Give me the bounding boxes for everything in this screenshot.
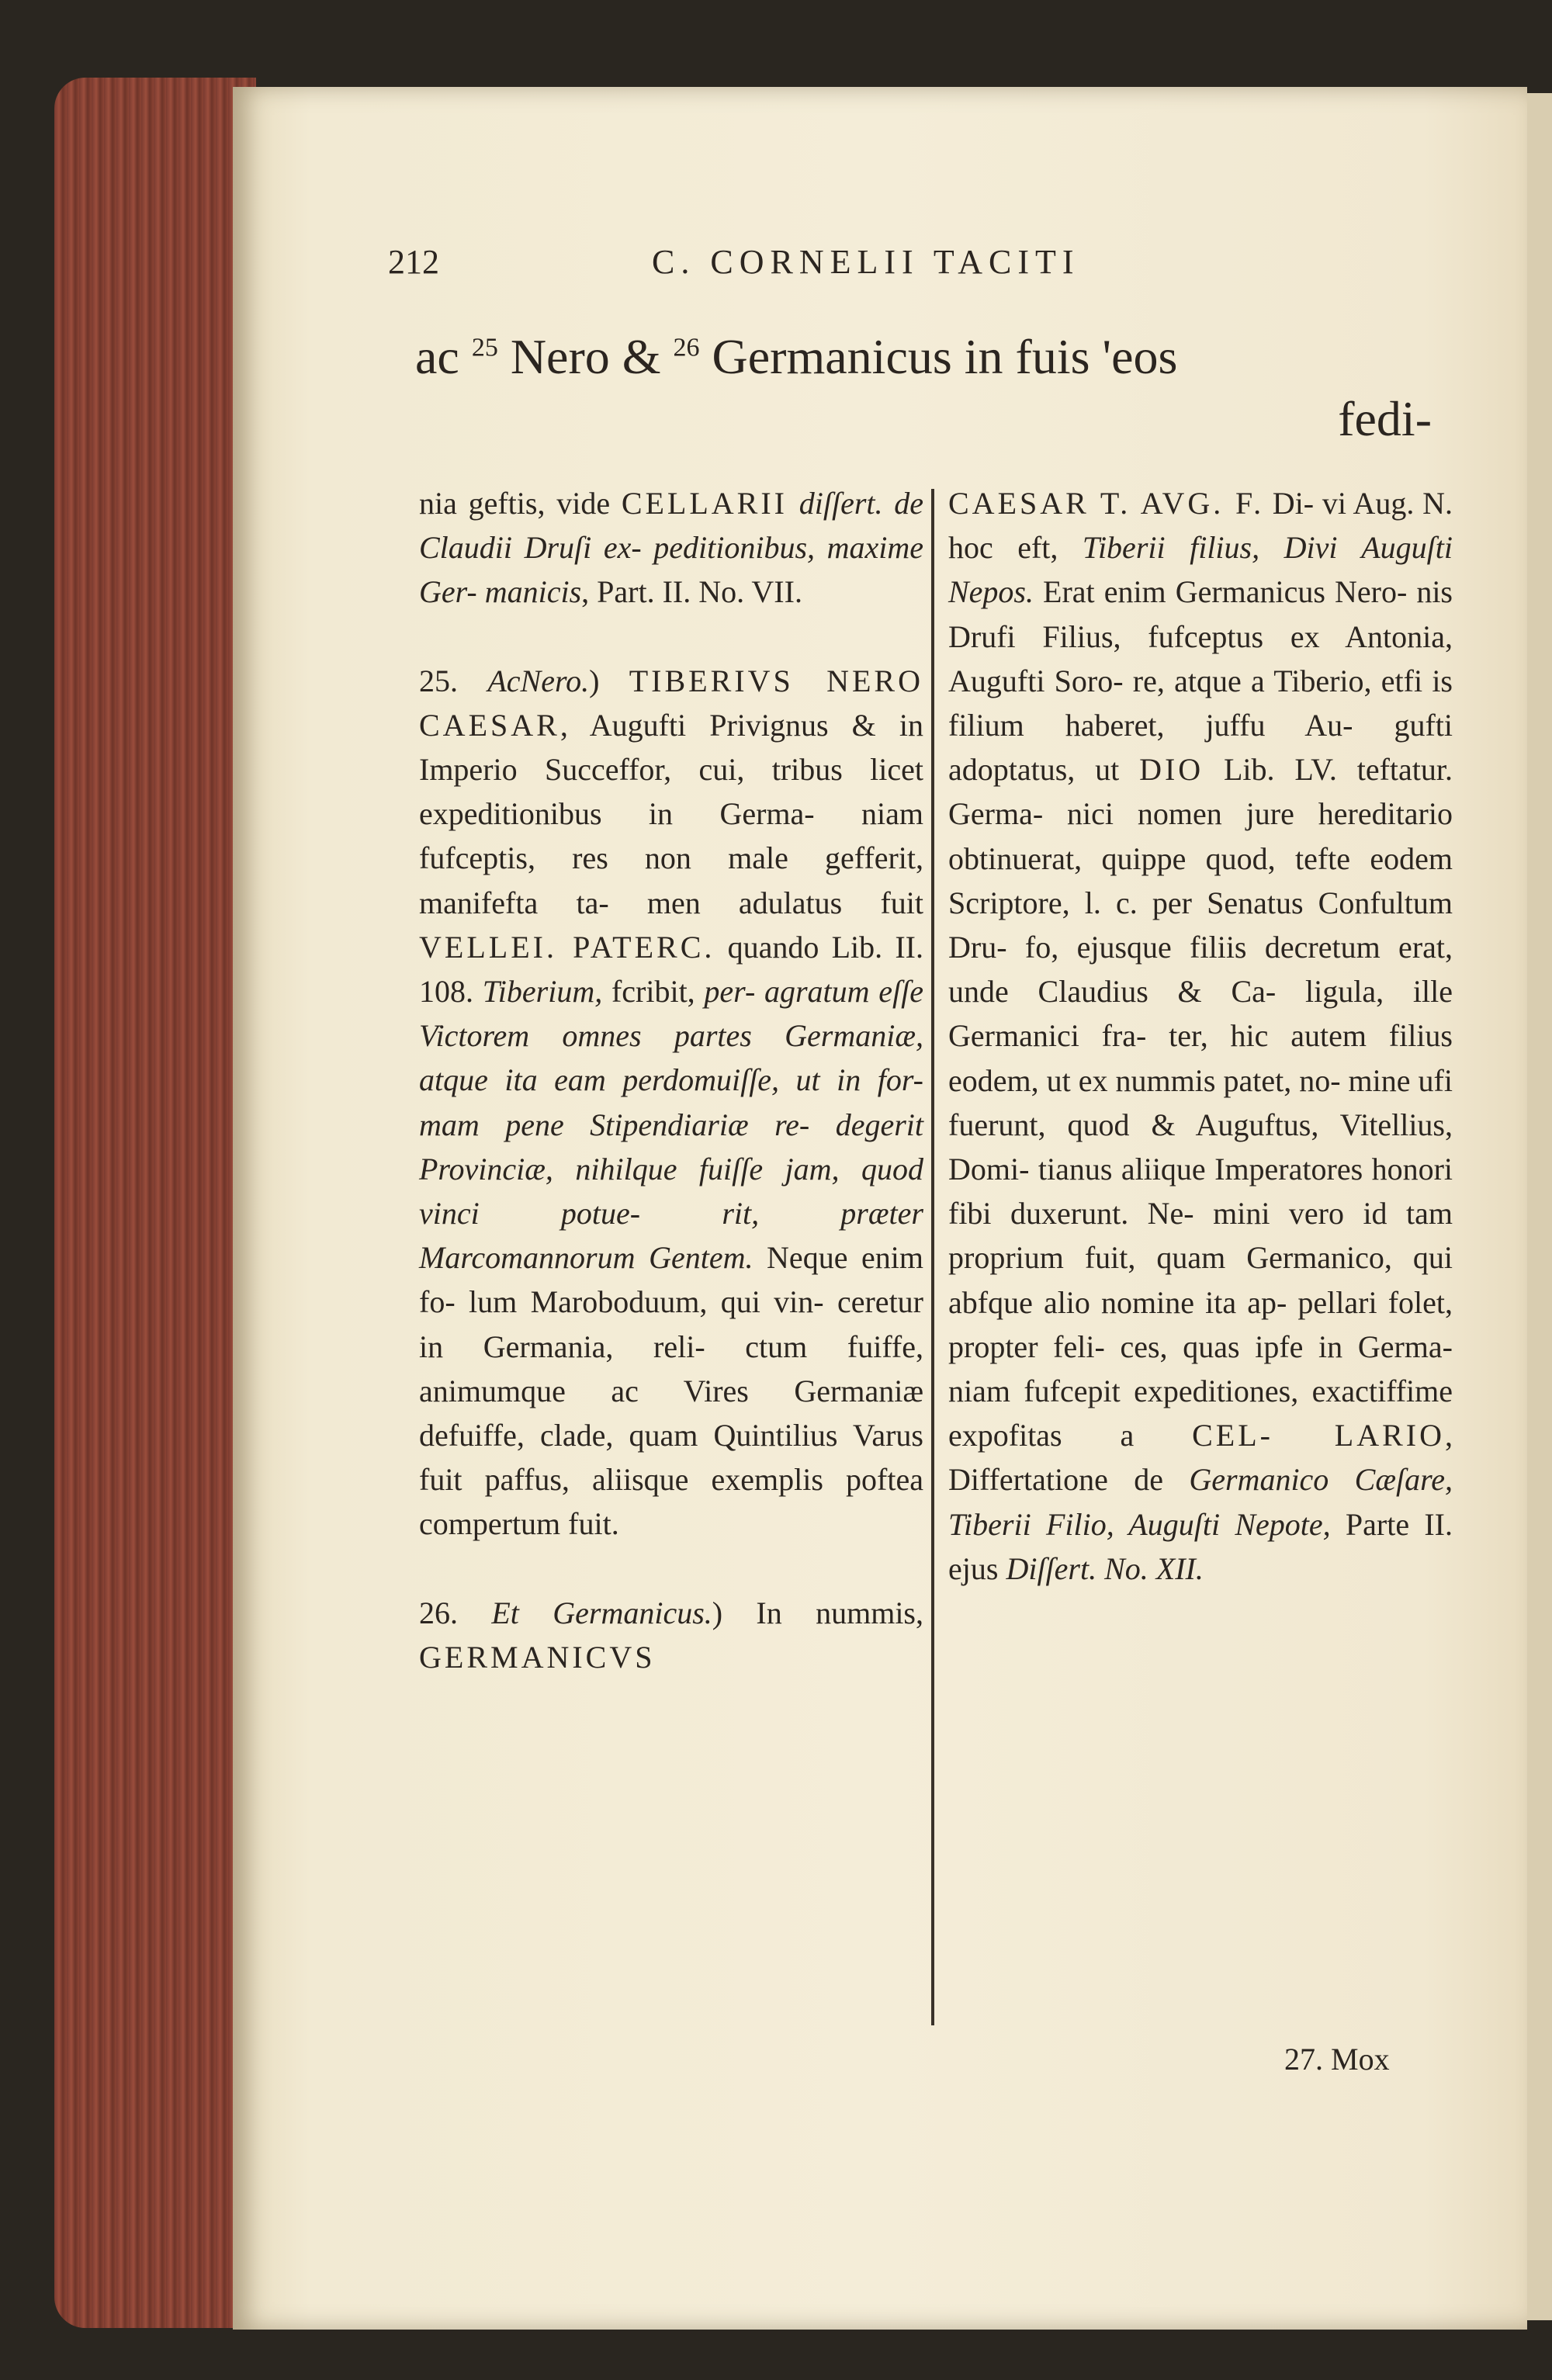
text-run: CEL- LARIO xyxy=(1192,1418,1446,1453)
text-run: AcNero. xyxy=(487,663,590,698)
main-text-line-2: fedi- xyxy=(1338,391,1432,446)
facing-page-edge xyxy=(1527,93,1552,2320)
text-run: fcribit, xyxy=(602,974,705,1010)
commentary-left-column xyxy=(419,481,923,1679)
text-run: DIO xyxy=(1139,752,1204,788)
text-run: Lib. LV. teftatur. Germa- nici nomen jure hereditario obtinuerat, quippe quod, tefte eodem Scriptore, l. c. per Senatus Confultum Dru- fo, ejusque filiis decretum erat, unde Claudius & Ca- ligula, ille Germanici fra- ter, hic autem filius eodem, ut ex nummis patet, no- mine ufi fuerunt, quod & Auguftus, Vitellius, Domi- tianus aliique Imperatores honori fibi duxerunt. Ne- mini vero id tam proprium fuit, quam Germanico, qui abfque alio nomine ita ap- pellari folet, propter feli- ces, quas ipfe in Germa- niam fufcepit expeditiones, exactiffime expofitas a xyxy=(948,752,1453,1453)
text-run: Germanico Cæſare, Tiberii Filio, Auguſti Nepote, xyxy=(948,1462,1453,1542)
text-run: Di- vi Aug. N. hoc eft, xyxy=(948,486,1453,566)
book-fore-edge xyxy=(54,78,256,2328)
main-text-segment: Nero & xyxy=(497,329,674,384)
footnote-ref-26: 26 xyxy=(673,333,700,362)
text-run: Erat enim Germanicus Nero- nis Drufi Filius, fufceptus ex Antonia, Augufti Soro- re, atque a Tiberio, etfi is filium haberet, juffu Au- gufti adoptatus, ut xyxy=(948,574,1453,788)
page-number: 212 xyxy=(388,243,439,281)
main-text-line-1 xyxy=(415,326,1439,388)
text-run: Et Germanicus. xyxy=(491,1595,712,1630)
text-run xyxy=(788,486,799,521)
running-title: C. CORNELII TACITI xyxy=(652,243,1080,281)
note-26-continued-paragraph xyxy=(948,481,1453,1591)
column-divider xyxy=(931,489,934,2025)
text-run: CELLARII xyxy=(621,486,788,521)
text-run: quando Lib. II. 108. xyxy=(419,929,923,1010)
main-text-segment: ac xyxy=(415,329,472,384)
text-run: Tiberium, xyxy=(482,974,603,1010)
main-text xyxy=(415,326,1439,450)
text-run: TIBERIVS NERO CAESAR xyxy=(419,663,923,743)
text-run: ) xyxy=(589,663,629,698)
text-run: GERMANICVS xyxy=(419,1639,656,1675)
text-run: Diſſert. No. XII. xyxy=(1006,1550,1204,1586)
text-run: per- agratum eſſe Victorem omnes partes Germaniæ, atque ita eam perdomuiſſe, ut in for- mam pene Stipendiariæ re- degerit Provinciæ, nihilque fuiſſe jam, quod vinci potue- rit, præter Marcomannorum Gentem. xyxy=(419,974,924,1276)
text-run: , Augufti Privignus & in Imperio Succeffor, cui, tribus licet expeditionibus in Germa- niam fufceptis, res non male gefferit, manifefta ta- men adulatus fuit xyxy=(419,707,923,920)
text-run: 25. xyxy=(419,663,488,698)
note-25-paragraph xyxy=(419,659,923,1547)
text-run: ) In nummis, xyxy=(712,1595,923,1630)
footnote-ref-25: 25 xyxy=(471,333,498,362)
text-run: 26. xyxy=(419,1595,492,1630)
text-run: , Differtatione de xyxy=(948,1418,1453,1498)
text-run: VELLEI. PATERC. xyxy=(419,929,715,965)
text-run: CAESAR T. AVG. F. xyxy=(948,486,1265,521)
commentary-right-column xyxy=(948,481,1453,1591)
note-paragraph xyxy=(419,481,923,615)
text-run: diſſert. de Claudii Druſi ex- peditionibus, maxime Ger- manicis xyxy=(419,486,923,610)
text-run: Tiberii filius, Divi Auguſti Nepos. xyxy=(948,530,1453,610)
text-run: nia geftis, vide xyxy=(419,486,622,521)
main-text-segment: Germanicus in fuis 'eos xyxy=(699,329,1178,384)
text-run: Parte II. ejus xyxy=(948,1506,1453,1586)
catchword: 27. Mox xyxy=(1284,2042,1390,2077)
note-26-paragraph xyxy=(419,1591,923,1679)
text-run: Neque enim fo- lum Maroboduum, qui vin- ceretur in Germania, reli- ctum fuiffe, animumque ac Vires Germaniæ defuiffe, clade, quam Quintilius Varus fuit paffus, aliisque exemplis poftea compertum fuit. xyxy=(419,1240,923,1542)
running-header xyxy=(388,242,1436,289)
text-run: , Part. II. No. VII. xyxy=(581,574,802,610)
